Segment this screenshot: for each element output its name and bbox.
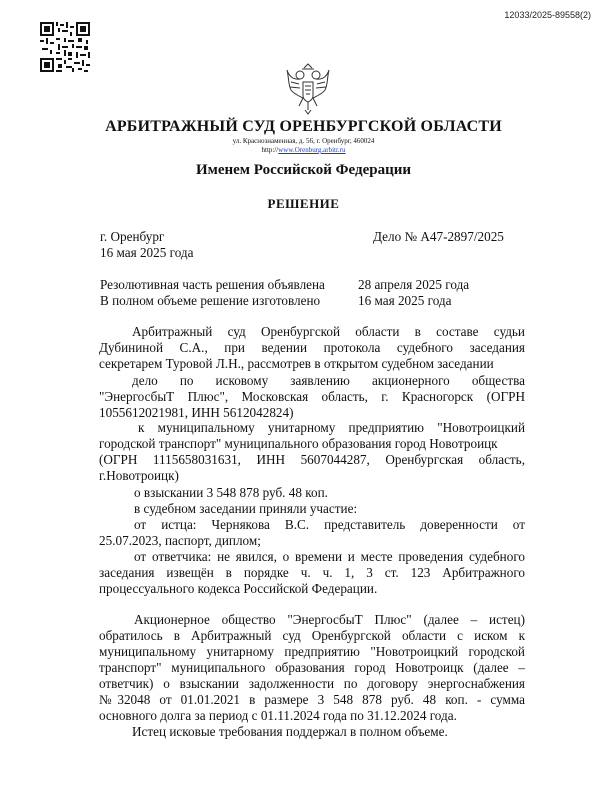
full-decision-date: 16 мая 2025 года [358,293,452,308]
decision-title: РЕШЕНИЕ [267,196,340,211]
body-line: транспорт" муниципального образования город Новотроицк (далее – [99,660,525,675]
city: г. Оренбург [100,229,165,244]
decision-date: 16 мая 2025 года [100,245,194,260]
full-decision-label: В полном объеме решение изготовлено [100,293,321,308]
body-line: основного долга за период с 01.11.2024 года по 31.12.2024 года. [99,708,457,723]
body-line: Истец исковые требования поддержал в полном объеме. [132,724,448,739]
claim-amount: о взыскании 3 548 878 руб. 48 коп. [134,485,328,500]
body-line: Дубининой С.А., при ведении протокола судебного заседания [99,340,525,355]
body-line: дело по исковому заявлению акционерного общества [132,373,525,388]
coat-of-arms-emblem [285,62,331,116]
resolution-date: 28 апреля 2025 года [358,277,470,292]
body-line: ответчик) о взыскании задолженности по договору энергоснабжения [99,676,525,691]
body-line: муниципальному унитарному предприятию "Новотроицкий городской [99,644,525,659]
court-website-link[interactable]: www.Orenburg.arbitr.ru [278,146,346,154]
document-number: 12033/2025-89558(2) [504,10,591,20]
case-number: Дело № А47-2897/2025 [373,229,504,244]
body-line: от ответчика: не явился, о времени и месте проведения судебного [134,549,525,564]
body-line: №32048 от 01.01.2021 в размере 3 548 878 руб. 48 коп. - сумма [99,692,525,707]
body-line: 1055612021981, ИНН 5612042824) [99,405,294,420]
court-website-line [0,146,607,155]
body-line: г.Новотроицк) [99,468,179,483]
http-prefix: http:// [261,146,279,154]
body-line: Акционерное общество "ЭнергосбыТ Плюс" (далее – истец) [134,612,525,627]
body-line: в судебном заседании приняли участие: [134,501,358,516]
court-name: АРБИТРАЖНЫЙ СУД ОРЕНБУРГСКОЙ ОБЛАСТИ [105,118,502,135]
body-line: от истца: Чернякова В.С. представитель доверенности от [134,517,525,532]
in-name-of-federation: Именем Российской Федерации [195,162,412,178]
body-line: обратилось в Арбитражный суд Оренбургской области с иском к [99,628,525,643]
body-line: к муниципальному унитарному предприятию "Новотроицкий [138,420,525,435]
court-address: ул. Краснознаменная, д. 56, г. Оренбург, 460024 [232,137,375,145]
qr-code [40,22,90,72]
resolution-label: Резолютивная часть решения объявлена [100,277,325,292]
body-line: городской транспорт" муниципального образования город Новотроицк [99,436,498,451]
body-line: "ЭнергосбыТ Плюс", Московская область, г. Красногорск (ОГРН [99,389,525,404]
body-line: заседания извещён в порядке ч. ч. 1, 3 ст. 123 Арбитражного [99,565,525,580]
body-line: секретарем Туровой Л.Н., рассмотрев в открытом судебном заседании [99,356,494,371]
body-line: процессуального кодекса Российской Федерации. [99,581,378,596]
court-address-block [0,137,607,155]
body-line: Арбитражный суд Оренбургской области в составе судьи [132,324,525,339]
body-line: 25.07.2023, паспорт, диплом; [99,533,261,548]
body-line: (ОГРН 1115658031631, ИНН 5607044287, Оренбургская область, [99,452,525,467]
